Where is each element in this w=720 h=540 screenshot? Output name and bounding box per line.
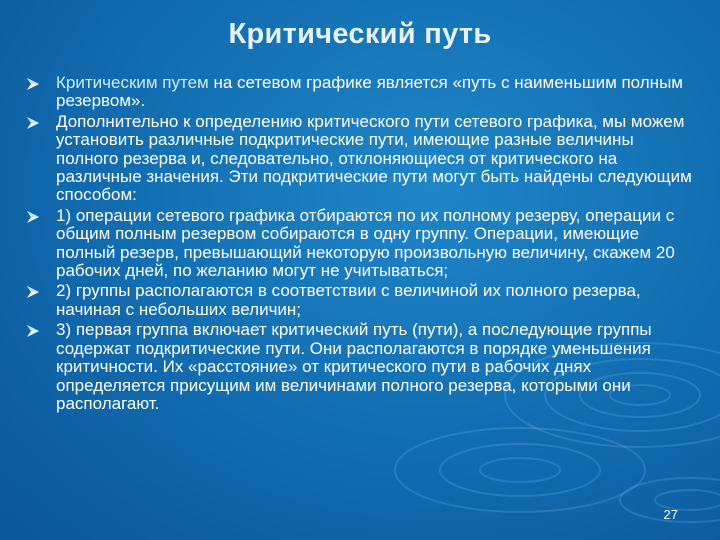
bullet-body: 2) группы располагаются в соответствии с величиной их полного резерва, начиная с небольших величин; <box>56 281 641 319</box>
bullet-text <box>56 321 698 413</box>
bullet-text <box>56 282 698 319</box>
arrowhead-bullet-icon <box>26 77 40 91</box>
bullet-body: 1) операции сетевого графика отбираются по их полному резерву, операции с общим полным резервом собираются в одну группу. Операции, имеющие полный резерв, превышающий некоторую произвольную величину, скажем 20 рабочих дней, по желанию могут не учитываться; <box>56 205 675 281</box>
bullet-text <box>56 207 698 281</box>
bullet-body: на сетевом графике является «путь с наименьшим полным резервом». <box>56 73 683 111</box>
slide-title: Критический путь <box>228 18 492 50</box>
bullet-item <box>26 207 698 281</box>
arrowhead-bullet-icon <box>26 285 40 299</box>
bullet-body: 3) первая группа включает критический путь (пути), а последующие группы содержат подкритические пути. Они располагаются в порядке уменьшения критичности. Их «расстояние» от критического пути в рабочих днях определяется присущим им величинами полного резерва, которыми они располагают. <box>56 320 652 413</box>
bullet-list <box>26 74 698 415</box>
bullet-item <box>26 74 698 111</box>
arrowhead-bullet-icon <box>26 324 40 338</box>
bullet-item <box>26 113 698 205</box>
bullet-item <box>26 321 698 413</box>
arrowhead-bullet-icon <box>26 210 40 224</box>
bullet-text <box>56 113 698 205</box>
bullet-body: Дополнительно к определению критического пути сетевого графика, мы можем установить различные подкритические пути, имеющие разные величины полного резерва и, следовательно, отклоняющиеся от критического на различные значения. Эти подкритические пути могут быть найдены следующим способом: <box>56 111 692 205</box>
bullet-text <box>56 74 698 111</box>
page-number: 27 <box>663 507 678 522</box>
arrowhead-bullet-icon <box>26 116 40 130</box>
bullet-item <box>26 282 698 319</box>
bullet-highlight: Критическим путем <box>56 73 209 92</box>
